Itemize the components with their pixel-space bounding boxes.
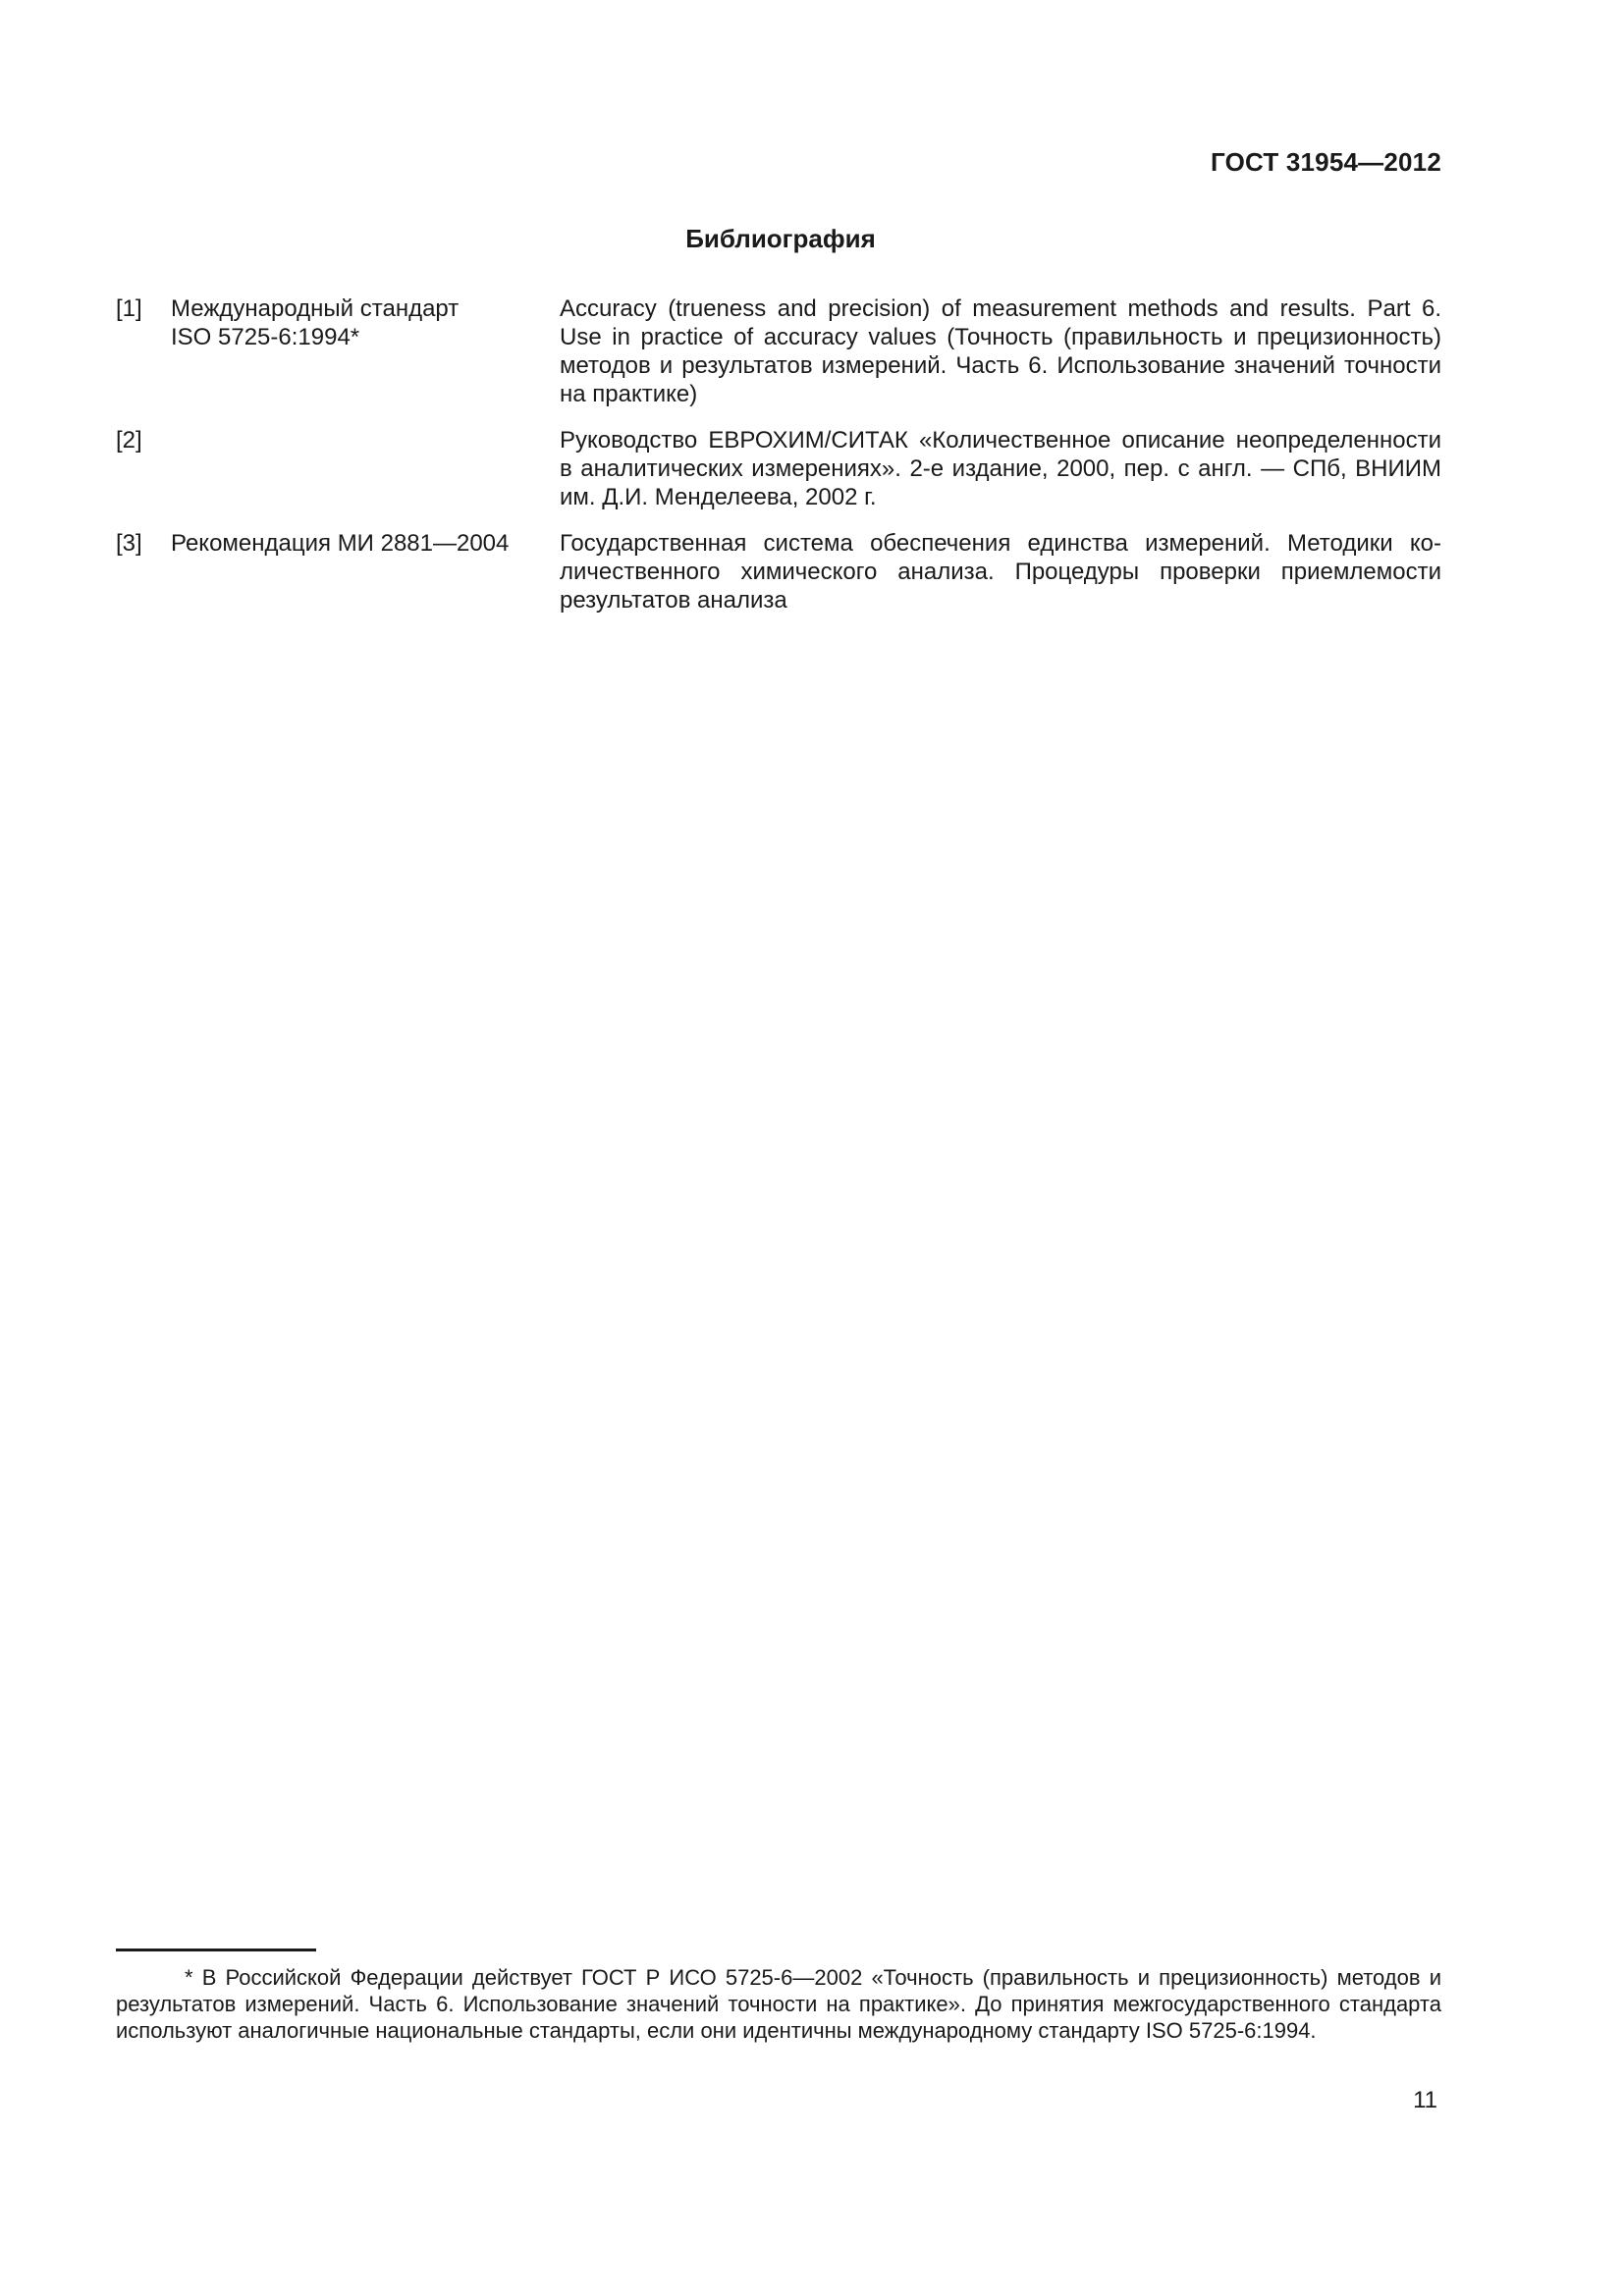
entry-description: Accuracy (trueness and precision) of measurement methods and results. Part 6. Use in practice of accuracy values (Точность (правильность и прецизионность) методов и результатов измерений. Часть 6. Использование значений точности на практике) <box>560 295 1441 407</box>
entry-source-line: Рекомендация МИ 2881—2004 <box>171 530 510 557</box>
entry-source-line: Международный стандарт <box>171 295 460 322</box>
section-title: Библиография <box>685 224 876 253</box>
footnote-divider <box>116 1949 316 1951</box>
bibliography-list <box>116 294 1441 632</box>
entry-source <box>171 294 560 351</box>
bibliography-entry-1 <box>116 294 1441 408</box>
document-code: ГОСТ 31954—2012 <box>1211 147 1441 177</box>
entry-number: [1] <box>116 295 142 322</box>
page-number: 11 <box>1413 2087 1437 2113</box>
entry-description: Руководство ЕВРОХИМ/СИТАК «Количественное описание неопределенности в аналитических измерениях». 2-е издание, 2000, пер. с англ. — СПб, ВНИИМ им. Д.И. Менделеева, 2002 г. <box>560 427 1441 510</box>
entry-number: [2] <box>116 427 142 454</box>
bibliography-entry-3 <box>116 529 1441 614</box>
entry-number: [3] <box>116 530 142 557</box>
footnote: * В Российской Федерации действует ГОСТ Р ИСО 5725-6—2002 «Точность (правильность и прецизионность) методов и результатов измерений. Часть 6. Использование значений точности на практике». До принятия межгосударственного стандарта используют аналогичные национальные стандарты, если они идентичны международному стандарту ISO 5725-6:1994. <box>116 1965 1441 2043</box>
bibliography-entry-2 <box>116 426 1441 511</box>
entry-description: Государственная система обеспечения единства измерений. Методики количественного химического анализа. Процедуры проверки приемлемости результатов анализа <box>560 530 1441 614</box>
entry-source-line: ISO 5725-6:1994* <box>171 324 360 350</box>
entry-source <box>171 529 560 558</box>
